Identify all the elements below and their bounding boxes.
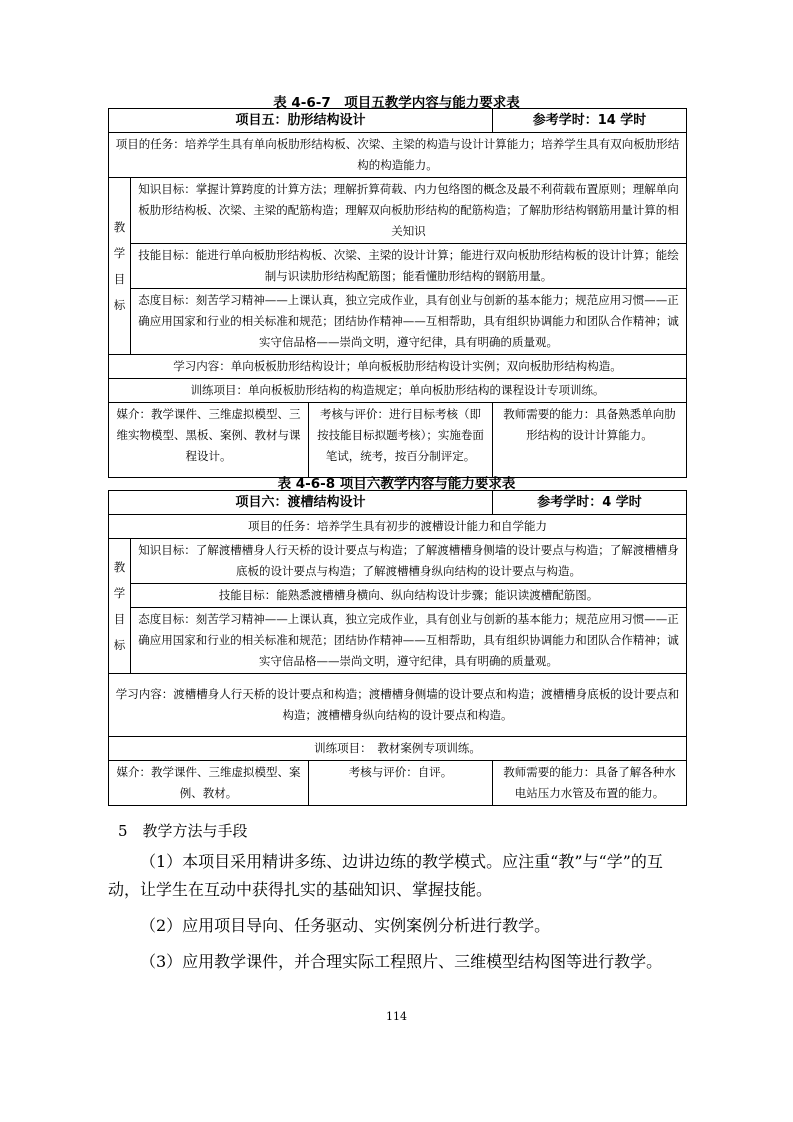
- table2-media: 媒介：教学课件、三维虚拟模型、案例、教材。: [109, 761, 309, 806]
- table1-caption: 表 4-6-7 项目五教学内容与能力要求表: [273, 95, 520, 111]
- table2-project-title: 项目六：渡槽结构设计: [109, 491, 493, 515]
- table1-assessment: 考核与评价：进行目标考核（即按技能目标拟题考核）；实施卷面笔试，统考，按百分制评定。: [309, 403, 493, 478]
- table1-skill-goal: 技能目标：能进行单向板肋形结构板、次梁、主梁的设计计算；能进行双向板肋形结构板的设计计算；能绘制与识读肋形结构配筋图；能看懂肋形结构的钢筋用量。: [131, 244, 687, 289]
- page-number: 114: [386, 1010, 407, 1023]
- table2-training: 训练项目： 教材案例专项训练。: [109, 737, 687, 761]
- section5-paragraph-3: （3）应用教学课件，并合理实际工程照片、三维模型结构图等进行教学。: [140, 952, 663, 971]
- table2-assessment: 考核与评价：自评。: [309, 761, 493, 806]
- table2-skill-goal: 技能目标：能熟悉渡槽槽身横向、纵向结构设计步骤；能识读渡槽配筋图。: [131, 584, 687, 608]
- table1-content: 学习内容：单向板板肋形结构设计；单向板板肋形结构设计实例；双向板肋形结构构造。: [109, 355, 687, 379]
- table1: [108, 108, 687, 478]
- table1-task: 项目的任务：培养学生具有单向板肋形结构板、次梁、主梁的构造与设计计算能力；培养学生具有双向板肋形结构的构造能力。: [109, 133, 687, 178]
- table1-training: 训练项目：单向板板肋形结构的构造规定；单向板肋形结构的课程设计专项训练。: [109, 379, 687, 403]
- table2-caption: 表 4-6-8 项目六教学内容与能力要求表: [277, 476, 516, 492]
- section5-paragraph-1: （1）本项目采用精讲多练、边讲边练的教学模式。应注重“教”与“学”的互动，让学生在互动中获得扎实的基础知识、掌握技能。: [108, 852, 663, 899]
- table2-content: 学习内容：渡槽槽身人行天桥的设计要点和构造；渡槽槽身侧墙的设计要点和构造；渡槽槽身底板的设计要点和构造；渡槽槽身纵向结构的设计要点和构造。: [109, 674, 687, 737]
- table2-attitude-goal: 态度目标：刻苦学习精神——上课认真，独立完成作业，具有创业与创新的基本能力；规范应用习惯——正确应用国家和行业的相关标准和规范；团结协作精神——互相帮助，具有组织协调能力和团队合作精神；诚实守信品格——崇尚文明，遵守纪律，具有明确的质量观。: [131, 608, 687, 674]
- table2-hours: 参考学时：4 学时: [493, 491, 687, 515]
- section5-title: 5 教学方法与手段: [118, 822, 248, 840]
- table1-hours: 参考学时：14 学时: [493, 109, 687, 133]
- table1-media: 媒介：教学课件、三维虚拟模型、三维实物模型、黑板、案例、教材与课程设计。: [109, 403, 309, 478]
- table1-attitude-goal: 态度目标：刻苦学习精神——上课认真，独立完成作业，具有创业与创新的基本能力；规范应用习惯——正确应用国家和行业的相关标准和规范；团结协作精神——互相帮助，具有组织协调能力和团队合作精神；诚实守信品格——崇尚文明，遵守纪律，具有明确的质量观。: [131, 289, 687, 355]
- table1-teacher-ability: 教师需要的能力：具备熟悉单向肋形结构的设计计算能力。: [493, 403, 687, 478]
- table2-teacher-ability: 教师需要的能力：具备了解各种水电站压力水管及布置的能力。: [493, 761, 687, 806]
- table2-objectives-label: 教 学 目 标: [109, 539, 131, 674]
- table2-task: 项目的任务：培养学生具有初步的渡槽设计能力和自学能力: [109, 515, 687, 539]
- table2-knowledge-goal: 知识目标：了解渡槽槽身人行天桥的设计要点与构造；了解渡槽槽身侧墙的设计要点与构造；了解渡槽槽身底板的设计要点与构造；了解渡槽槽身纵向结构的设计要点与构造。: [131, 539, 687, 584]
- table1-project-title: 项目五：肋形结构设计: [109, 109, 493, 133]
- section5-paragraph-2: （2）应用项目导向、任务驱动、实例案例分析进行教学。: [140, 916, 551, 935]
- table1-objectives-label: 教 学 目 标: [109, 178, 131, 355]
- table2: [108, 490, 687, 806]
- table1-knowledge-goal: 知识目标：掌握计算跨度的计算方法；理解折算荷载、内力包络图的概念及最不利荷载布置原则；理解单向板肋形结构板、次梁、主梁的配筋构造；理解双向板肋形结构的配筋构造；了解肋形结构钢筋用量计算的相关知识: [131, 178, 687, 244]
